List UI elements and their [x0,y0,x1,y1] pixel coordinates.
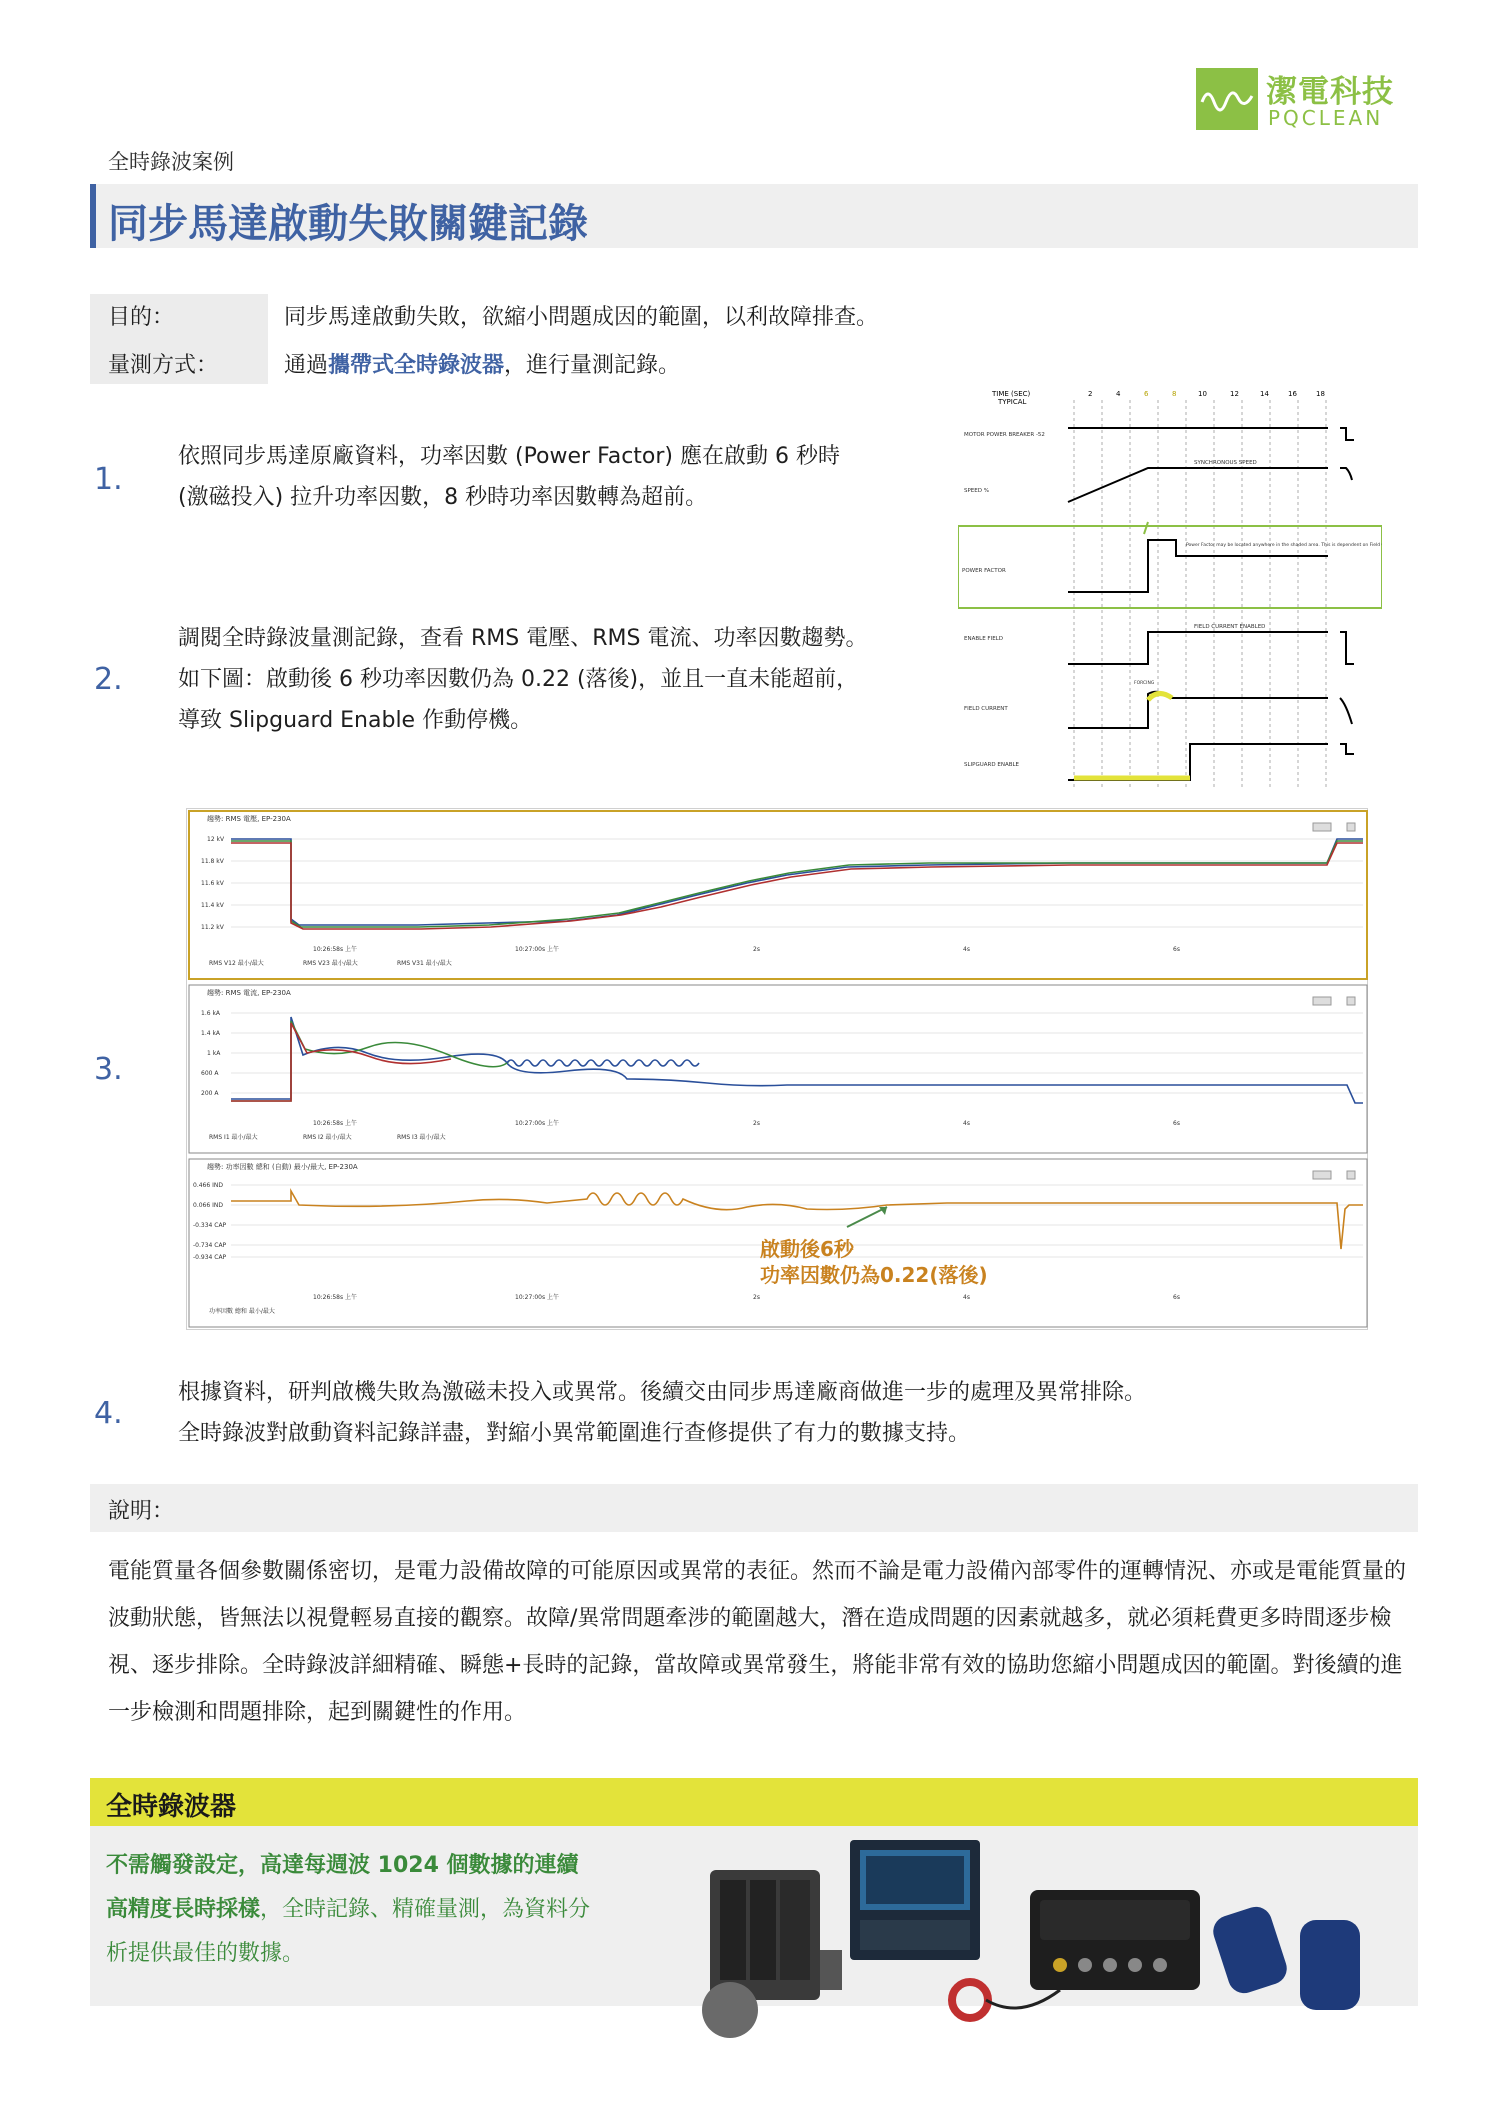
annotation-line: 功率因數仍為0.22(落後) [760,1263,988,1287]
x-tick: 10:27:00s 上午 [515,1120,559,1127]
x-tick: 2s [753,1294,760,1301]
handheld-logger-icon [1209,1903,1360,2010]
y-tick: 1 kA [207,1050,221,1057]
timing-row-label: POWER FACTOR [962,568,1006,574]
timing-ticks [1088,390,1325,398]
timing-tick: 10 [1198,390,1207,398]
title-accent [90,184,96,248]
y-tick: 11.2 kV [201,924,224,931]
product-text [106,1844,590,1976]
x-tick: 10:27:00s 上午 [515,946,559,953]
timing-typical: TYPICAL [998,398,1027,406]
y-tick: 11.6 kV [201,880,224,887]
product-highlight: 高精度長時採樣 [106,1897,261,1922]
y-tick: 11.4 kV [201,902,224,909]
y-tick: -0.934 CAP [193,1254,227,1261]
panel-title: 趨勢: RMS 電流, EP-230A [207,989,291,997]
timing-diagram [958,388,1382,788]
y-tick: -0.334 CAP [193,1222,227,1229]
step-text [178,618,867,741]
timing-time-header: TIME (SEC) [992,390,1031,398]
legend-entry: RMS I1 最小/最大 [209,1134,258,1141]
timing-tick: 6 [1144,390,1149,398]
timing-row-label: ENABLE FIELD [964,636,1003,642]
x-tick: 10:26:58s 上午 [313,1120,357,1127]
panel-title: 趨勢: RMS 電壓, EP-230A [207,815,291,823]
x-tick: 6s [1173,1120,1180,1127]
timing-row-label: SPEED % [964,488,989,494]
step-text [178,436,840,518]
timing-note: SYNCHRONOUS SPEED [1194,460,1257,466]
step-line: (激磁投入) 拉升功率因數，8 秒時功率因數轉為超前。 [178,485,708,510]
logo-name: 潔電科技 [1266,74,1394,110]
timing-note: Power Factor may be located anywhere in the shaded area. This is dependent on Field Current [1186,543,1382,548]
note-text: 電能質量各個參數關係密切，是電力設備故障的可能原因或異常的表征。然而不論是電力設備內部零件的運轉情況、亦或是電能質量的波動狀態，皆無法以視覺輕易直接的觀察。故障/異常問題牽涉的範圍越大，潛在造成問題的因素就越多，就必須耗費更多時間逐步檢視、逐步排除。全時錄波詳細精確、瞬態+長時的記錄，當故障或異常發生，將能非常有效的協助您縮小問題成因的範圍。對後續的進一步檢測和問題排除，起到關鍵性的作用。 [108,1559,1407,1725]
purpose-label: 目的： [108,305,175,330]
step-number: 1. [94,462,123,497]
logo-mark [1196,68,1258,130]
scope-annotation [760,1236,988,1288]
product-line: 不需觸發設定，高達每週波 1024 個數據的連續 [106,1853,579,1878]
logo-subtitle: PQCLEAN [1268,106,1384,130]
legend-entry: 功率因數 總和 最小/最大 [209,1308,275,1315]
method-text-after: ，進行量測記錄。 [504,353,681,378]
x-tick: 4s [963,946,970,953]
x-tick: 4s [963,1294,970,1301]
x-tick: 4s [963,1120,970,1127]
x-tick: 2s [753,946,760,953]
step-line: 全時錄波對啟動資料記錄詳盡，對縮小異常範圍進行查修提供了有力的數據支持。 [178,1421,971,1446]
legend-entry: RMS V23 最小/最大 [303,960,358,967]
step-text [178,1372,1146,1454]
timing-tick: 4 [1116,390,1121,398]
x-tick: 6s [1173,946,1180,953]
y-tick: 200 A [201,1090,219,1097]
timing-tick: 18 [1316,390,1325,398]
step-line: 如下圖：啟動後 6 秒功率因數仍為 0.22 (落後)，並且一直未能超前， [178,667,859,692]
y-tick: 0.466 IND [193,1182,223,1189]
timing-tick: 2 [1088,390,1093,398]
page-title: 同步馬達啟動失敗關鍵記錄 [108,201,588,247]
purpose-text: 同步馬達啟動失敗，欲縮小問題成因的範圍，以利故障排查。 [284,305,879,330]
x-tick: 10:26:58s 上午 [313,946,357,953]
timing-tick: 8 [1172,390,1177,398]
device-photos [700,1830,1400,2040]
product-header [90,1778,1418,1826]
legend-entry: RMS I3 最小/最大 [397,1134,446,1141]
y-tick: 600 A [201,1070,219,1077]
x-tick: 10:26:58s 上午 [313,1294,357,1301]
timing-tick: 12 [1230,390,1239,398]
step-number: 4. [94,1396,123,1431]
method-text-before: 通過 [284,353,329,378]
y-tick: 1.4 kA [201,1030,221,1037]
y-tick: -0.734 CAP [193,1242,227,1249]
annotation-line: 啟動後6秒 [760,1237,854,1261]
panel-meter-icon [850,1840,980,1960]
y-tick: 11.8 kV [201,858,224,865]
legend-entry: RMS V12 最小/最大 [209,960,264,967]
kicker: 全時錄波案例 [108,150,234,174]
note-bar [90,1484,1418,1532]
timing-row-label: FIELD CURRENT [964,706,1008,712]
panel-title: 趨勢: 功率因數 總和 (自動) 最小/最大, EP-230A [207,1163,358,1171]
x-tick: 6s [1173,1294,1180,1301]
x-tick: 2s [753,1120,760,1127]
note-label: 說明： [108,1499,175,1524]
step-line: 調閱全時錄波量測記錄，查看 RMS 電壓、RMS 電流、功率因數趨勢。 [178,626,868,651]
timing-note: FORCING [1134,681,1155,686]
timing-note: FIELD CURRENT ENABLED [1194,624,1266,630]
step-line: 導致 Slipguard Enable 作動停機。 [178,708,533,733]
portable-recorder-icon [1030,1890,1200,1990]
product-line [106,1888,590,1932]
x-tick: 10:27:00s 上午 [515,1294,559,1301]
step-number: 2. [94,662,123,697]
step-number: 3. [94,1052,123,1087]
timing-row-label: SLIPGUARD ENABLE [964,762,1020,768]
timing-tick: 16 [1288,390,1297,398]
product-text-part: ，全時記錄、精確量測，為資料分 [260,1897,591,1922]
legend-entry: RMS I2 最小/最大 [303,1134,352,1141]
step-line: 根據資料，研判啟機失敗為激磁未投入或異常。後續交由同步馬達廠商做進一步的處理及異常排除。 [178,1380,1147,1405]
rack-device-icon [702,1870,842,2038]
method-text [284,348,680,379]
legend-entry: RMS V31 最小/最大 [397,960,452,967]
y-tick: 12 kV [207,836,225,843]
product-line: 析提供最佳的數據。 [106,1941,305,1966]
y-tick: 0.066 IND [193,1202,223,1209]
timing-tick: 14 [1260,390,1269,398]
method-label: 量測方式： [108,353,219,378]
method-highlight: 攜帶式全時錄波器 [328,353,505,378]
step-line: 依照同步馬達原廠資料，功率因數 (Power Factor) 應在啟動 6 秒時 [178,444,840,469]
product-title: 全時錄波器 [106,1792,237,1822]
timing-row-label: MOTOR POWER BREAKER -52 [964,432,1045,438]
y-tick: 1.6 kA [201,1010,221,1017]
